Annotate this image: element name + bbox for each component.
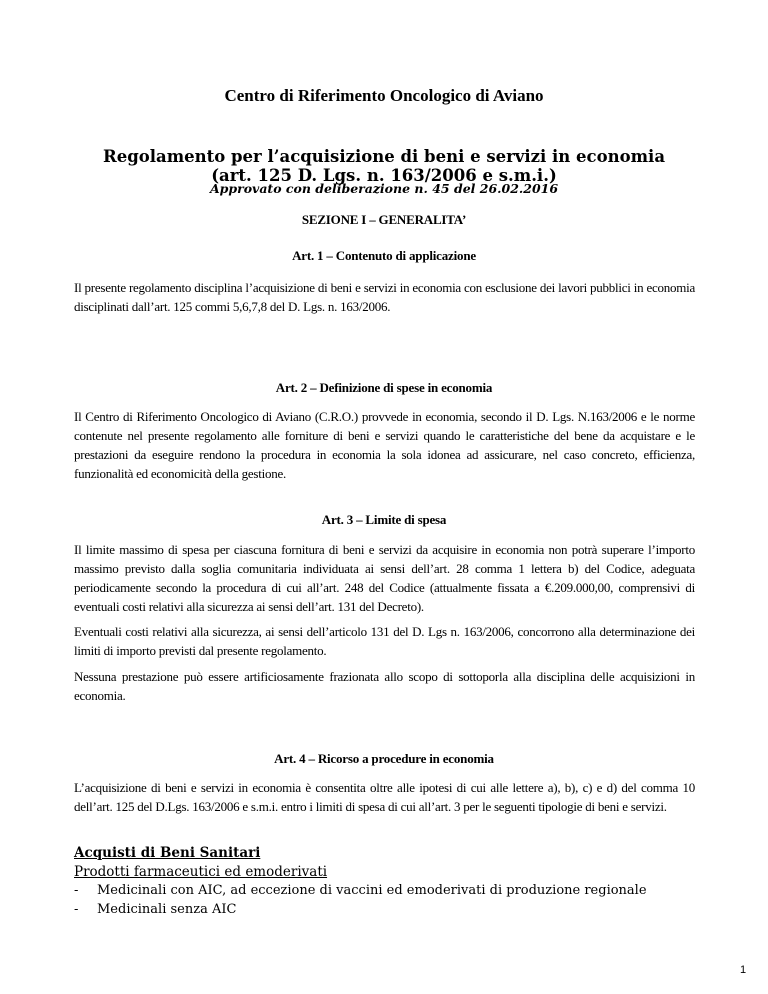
article-2-heading: Art. 2 – Definizione di spese in economia — [275, 380, 493, 395]
approval-note: Approvato con deliberazione n. 45 del 26.02.2016 — [209, 181, 559, 196]
list-heading: Acquisti di Beni Sanitari — [74, 845, 261, 861]
institution-name: Centro di Riferimento Oncologico di Aviano — [224, 86, 544, 105]
article-3-paragraph-2: Eventuali costi relativi alla sicurezza, ai sensi dell’articolo 131 del D. Lgs n. 163/2006, concorrono alla determinazione dei limiti di importo previsti dal presente regolamento. — [74, 624, 695, 658]
article-2-paragraph: Il Centro di Riferimento Oncologico di Aviano (C.R.O.) provvede in economia, secondo il D. Lgs. N.163/2006 e le norme contenute nel presente regolamento alle forniture di beni e servizi quando le caratteristiche del bene da acquistare e le prestazioni da eseguire rendono la procedura in economia la sola idonea ad assicurare, nel caso concreto, efficienza, funzionalità ed economicità della gestione. — [74, 409, 695, 481]
list-item-text: Medicinali senza AIC — [97, 902, 237, 917]
section-heading: SEZIONE I – GENERALITA’ — [301, 212, 467, 227]
regulation-title-line-2: (art. 125 D. Lgs. n. 163/2006 e s.m.i.) — [211, 166, 557, 185]
list-item — [74, 902, 236, 917]
list-item-text: Medicinali con AIC, ad eccezione di vaccini ed emoderivati di produzione regionale — [97, 883, 647, 898]
article-1-heading: Art. 1 – Contenuto di applicazione — [292, 248, 476, 263]
regulation-title-line-1: Regolamento per l’acquisizione di beni e servizi in economia — [102, 147, 666, 166]
article-3-paragraph-3: Nessuna prestazione può essere artificiosamente frazionata allo scopo di sottoporla alla disciplina delle acquisizioni in economia. — [74, 669, 695, 703]
article-1-paragraph: Il presente regolamento disciplina l’acquisizione di beni e servizi in economia con esclusione dei lavori pubblici in economia disciplinati dall’art. 125 commi 5,6,7,8 del D. Lgs. n. 163/2006. — [74, 280, 695, 314]
article-4-paragraph: L’acquisizione di beni e servizi in economia è consentita oltre alle ipotesi di cui alle lettere a), b), c) e d) del comma 10 dell’art. 125 del D.Lgs. 163/2006 e s.m.i. entro i limiti di spesa di cui all’art. 3 per le seguenti tipologie di beni e servizi. — [74, 780, 695, 814]
bullet-dash: - — [74, 883, 79, 898]
list-subheading: Prodotti farmaceutici ed emoderivati — [74, 864, 328, 880]
page-number: 1 — [740, 964, 747, 976]
article-3-heading: Art. 3 – Limite di spesa — [321, 512, 447, 527]
article-3-paragraph-1: Il limite massimo di spesa per ciascuna fornitura di beni e servizi da acquisire in economia non potrà superare l’importo massimo previsto dalla soglia comunitaria individuata ai sensi dell’art. 28 comma 1 lettera b) del Codice, adeguata periodicamente secondo la procedura di cui all’art. 248 del Codice (attualmente fissata a €.209.000,00, comprensivi di eventuali costi relativi alla sicurezza ai sensi dell’art. 131 del Decreto). — [74, 542, 695, 614]
list-item — [74, 883, 647, 898]
bullet-dash: - — [74, 902, 79, 917]
article-4-heading: Art. 4 – Ricorso a procedure in economia — [274, 751, 494, 766]
